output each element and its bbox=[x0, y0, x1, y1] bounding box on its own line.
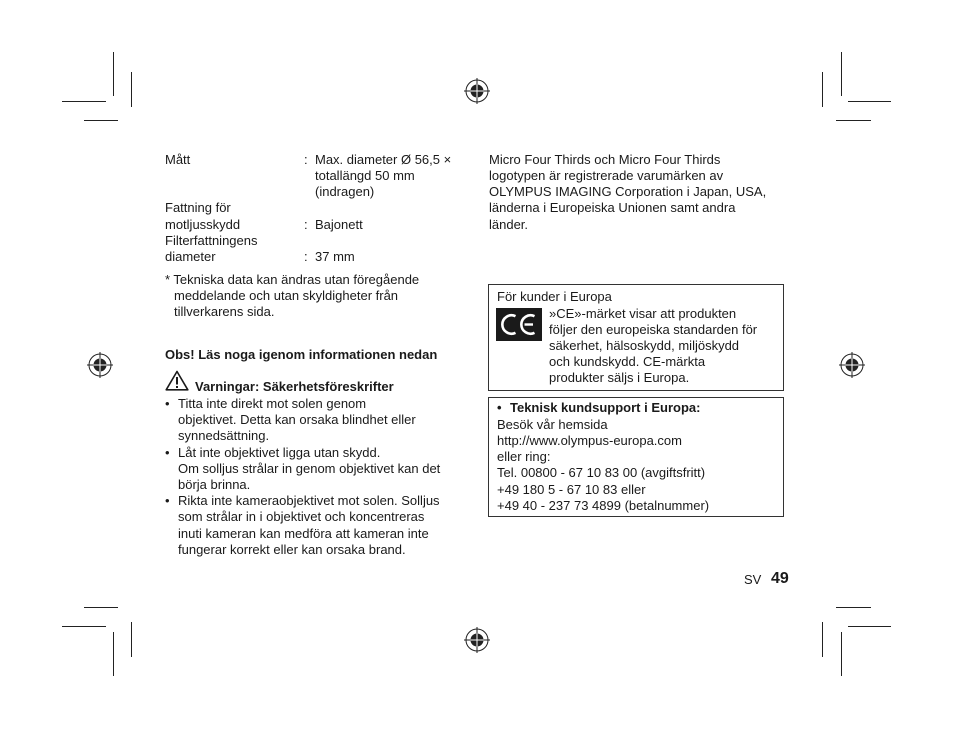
registration-mark-bottom-icon bbox=[464, 627, 490, 653]
warning-heading: Varningar: Säkerhetsföreskrifter bbox=[195, 379, 394, 394]
spec-value-fattning: Bajonett bbox=[315, 217, 363, 232]
spec-label-filter-2: diameter bbox=[165, 249, 216, 264]
support-phone-line: Tel. 00800 - 67 10 83 00 (avgiftsfritt) bbox=[497, 465, 706, 480]
warning-item-line: inuti kameran kan medföra att kameran inte bbox=[178, 526, 429, 541]
ce-text-line: »CE»-märket visar att produkten bbox=[549, 306, 737, 321]
spec-label-fattning-2: motljusskydd bbox=[165, 217, 241, 232]
warning-item-line: fungerar korrekt eller kan orsaka brand. bbox=[178, 542, 406, 557]
spec-value-matt-1: Max. diameter Ø 56,5 × bbox=[315, 152, 452, 167]
registration-mark-left-icon bbox=[87, 352, 113, 378]
warning-item-line: som strålar in i objektivet och koncentreras bbox=[178, 509, 425, 524]
spec-label-filter-1: Filterfattningens bbox=[165, 233, 258, 248]
bullet: • bbox=[165, 445, 170, 460]
ce-text-line: och kundskydd. CE-märkta bbox=[549, 354, 706, 369]
bullet: • bbox=[497, 400, 502, 415]
page-number: 49 bbox=[771, 570, 789, 587]
europe-box-title: För kunder i Europa bbox=[497, 289, 612, 304]
bullet: • bbox=[165, 396, 170, 411]
trademark-line: Micro Four Thirds och Micro Four Thirds bbox=[489, 152, 721, 167]
footnote-line: tillverkarens sida. bbox=[174, 304, 275, 319]
footnote-line: meddelande och utan skyldigheter från bbox=[174, 288, 399, 303]
trademark-line: länder. bbox=[489, 217, 529, 232]
warning-item-line: Om solljus strålar in genom objektivet kan det bbox=[178, 461, 441, 476]
warning-item-line: Titta inte direkt mot solen genom bbox=[178, 396, 367, 411]
spec-value-matt-2: totallängd 50 mm bbox=[315, 168, 415, 183]
support-website-link[interactable]: http://www.olympus-europa.com bbox=[497, 433, 682, 448]
ce-text-line: produkter säljs i Europa. bbox=[549, 370, 690, 385]
trademark-line: OLYMPUS IMAGING Corporation i Japan, USA, bbox=[489, 184, 767, 199]
support-phone-line: +49 180 5 - 67 10 83 eller bbox=[497, 482, 646, 497]
spec-value-matt-3: (indragen) bbox=[315, 184, 375, 199]
registration-mark-right-icon bbox=[839, 352, 865, 378]
spec-colon: : bbox=[304, 217, 308, 232]
registration-mark-top-icon bbox=[464, 78, 490, 104]
bullet: • bbox=[165, 493, 170, 508]
support-line: Besök vår hemsida bbox=[497, 417, 608, 432]
warning-item-line: Låt inte objektivet ligga utan skydd. bbox=[178, 445, 381, 460]
ce-text-line: följer den europeiska standarden för bbox=[549, 322, 758, 337]
warning-item-line: Rikta inte kameraobjektivet mot solen. Solljus bbox=[178, 493, 440, 508]
spec-label-matt: Mått bbox=[165, 152, 191, 167]
spec-colon: : bbox=[304, 249, 308, 264]
warning-item-line: objektivet. Detta kan orsaka blindhet eller bbox=[178, 412, 416, 427]
support-heading: Teknisk kundsupport i Europa: bbox=[510, 400, 701, 415]
trademark-line: länderna i Europeiska Unionen samt andra bbox=[489, 200, 736, 215]
obs-heading: Obs! Läs noga igenom informationen nedan bbox=[165, 347, 438, 362]
warning-item-line: börja brinna. bbox=[178, 477, 251, 492]
ce-text-line: säkerhet, hälsoskydd, miljöskydd bbox=[549, 338, 740, 353]
footnote-line: * Tekniska data kan ändras utan föregående bbox=[165, 272, 420, 287]
trademark-line: logotypen är registrerade varumärken av bbox=[489, 168, 724, 183]
spec-label-fattning-1: Fattning för bbox=[165, 200, 231, 215]
spec-colon: : bbox=[304, 152, 308, 167]
warning-item-line: synnedsättning. bbox=[178, 428, 270, 443]
support-phone-line: +49 40 - 237 73 4899 (betalnummer) bbox=[497, 498, 710, 513]
warning-triangle-icon bbox=[165, 370, 189, 391]
ce-mark-icon bbox=[496, 308, 542, 341]
spec-value-filter: 37 mm bbox=[315, 249, 355, 264]
support-line: eller ring: bbox=[497, 449, 551, 464]
footer-language: SV bbox=[744, 572, 762, 587]
